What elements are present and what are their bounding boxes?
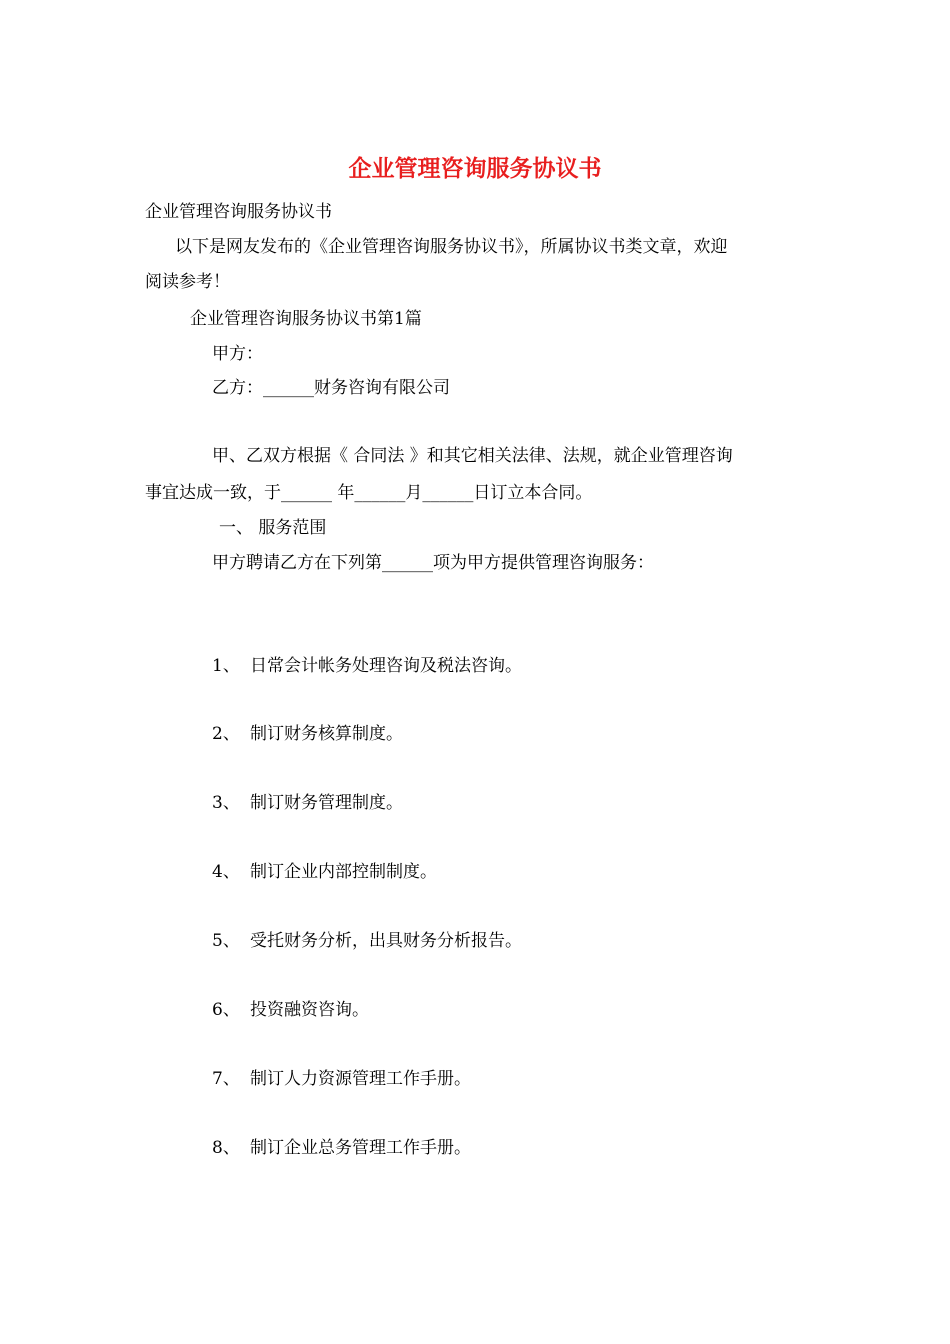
list-item-number: 5、 — [212, 931, 240, 951]
list-item — [212, 1138, 471, 1158]
list-item — [212, 724, 403, 744]
list-item — [212, 793, 403, 813]
list-item-number: 8、 — [212, 1138, 240, 1158]
list-item-number: 2、 — [212, 724, 240, 744]
list-item-number: 6、 — [212, 1000, 240, 1020]
list-item-number: 7、 — [212, 1069, 240, 1089]
section-heading: 企业管理咨询服务协议书第1篇 — [190, 309, 422, 329]
list-item-text: 制订财务核算制度。 — [250, 724, 403, 744]
paragraph-1-line-1: 甲、乙双方根据《 合同法 》和其它相关法律、法规，就企业管理咨询 — [212, 446, 733, 466]
list-item-number: 1、 — [212, 656, 240, 676]
clause-1-text: 甲方聘请乙方在下列第______项为甲方提供管理咨询服务： — [212, 553, 654, 573]
list-item — [212, 1069, 471, 1089]
list-item-number: 3、 — [212, 793, 240, 813]
paragraph-1-line-2: 事宜达成一致，于______ 年______月______日订立本合同。 — [145, 483, 593, 503]
list-item — [212, 862, 437, 882]
list-item-text: 投资融资咨询。 — [250, 1000, 369, 1020]
party-a: 甲方： — [212, 344, 263, 364]
list-item-text: 受托财务分析，出具财务分析报告。 — [250, 931, 522, 951]
list-item-text: 制订人力资源管理工作手册。 — [250, 1069, 471, 1089]
intro-line-2: 阅读参考！ — [145, 272, 230, 292]
list-item — [212, 656, 522, 676]
document-subtitle: 企业管理咨询服务协议书 — [145, 202, 332, 222]
party-b: 乙方：______财务咨询有限公司 — [212, 378, 450, 398]
list-item-text: 制订财务管理制度。 — [250, 793, 403, 813]
list-item-text: 制订企业总务管理工作手册。 — [250, 1138, 471, 1158]
intro-line-1: 以下是网友发布的《企业管理咨询服务协议书》，所属协议书类文章，欢迎 — [175, 237, 728, 257]
list-item-text: 制订企业内部控制制度。 — [250, 862, 437, 882]
list-item — [212, 1000, 369, 1020]
clause-1-heading: 一、 服务范围 — [219, 518, 327, 538]
document-title: 企业管理咨询服务协议书 — [348, 155, 602, 182]
list-item — [212, 931, 522, 951]
list-item-number: 4、 — [212, 862, 240, 882]
list-item-text: 日常会计帐务处理咨询及税法咨询。 — [250, 656, 522, 676]
